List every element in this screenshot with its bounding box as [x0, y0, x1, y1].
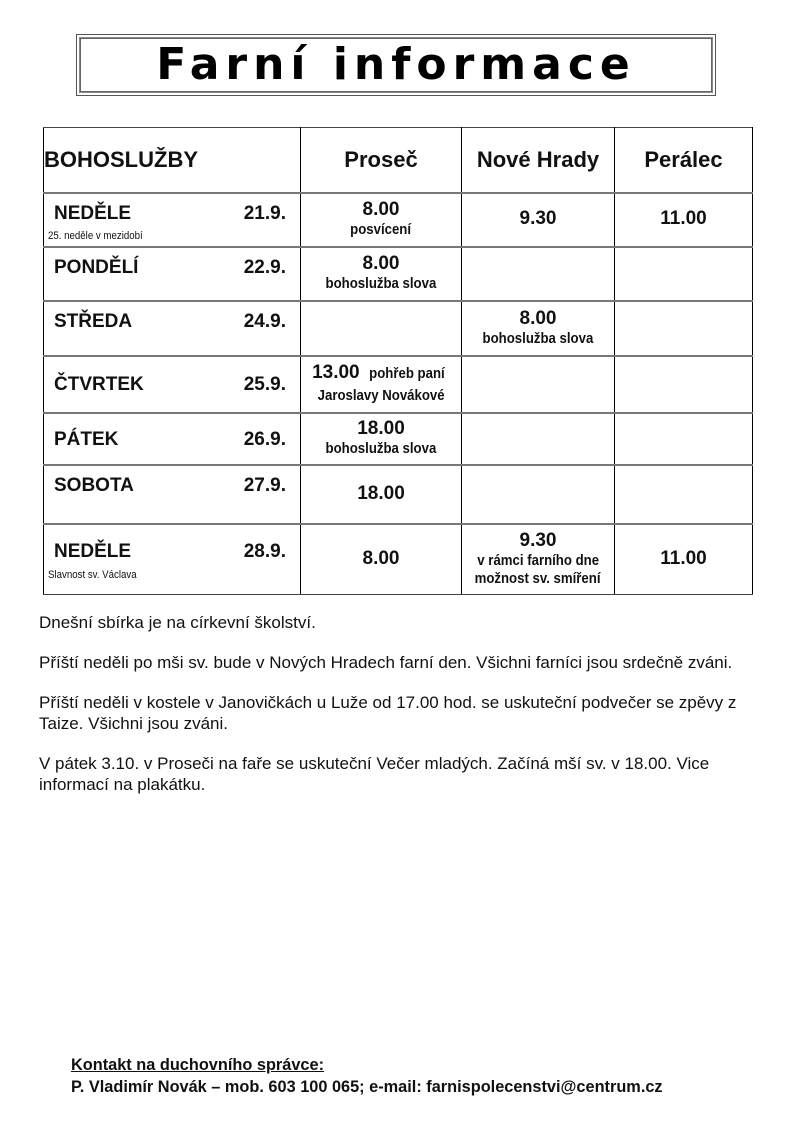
page-title: Farní informace: [156, 39, 636, 90]
service-time: 11.00: [660, 208, 707, 230]
day-cell: [44, 356, 301, 413]
service-time: 18.00: [357, 418, 405, 440]
day-date: 22.9.: [243, 256, 286, 278]
header-services: BOHOSLUŽBY: [44, 128, 301, 193]
service-time: 18.00: [357, 482, 405, 504]
service-note: posvícení: [350, 221, 412, 239]
service-note: v rámci farního dne: [477, 552, 599, 570]
day-cell: [44, 247, 301, 301]
service-time: 8.00: [519, 307, 557, 329]
service-nove-hrady-empty: [462, 465, 615, 524]
table-row: [44, 301, 753, 356]
day-name: SOBOTA: [54, 474, 134, 496]
contact-heading: Kontakt na duchovního správce:: [71, 1055, 325, 1074]
service-prosec: [301, 247, 462, 301]
day-name: NEDĚLE: [54, 540, 132, 562]
day-date: 21.9.: [243, 202, 286, 224]
day-date: 27.9.: [243, 474, 286, 496]
table-row: [44, 193, 753, 247]
service-prosec: [301, 413, 462, 465]
table-row: [44, 413, 753, 465]
service-time: 9.30: [519, 530, 557, 552]
service-prosec-empty: [301, 301, 462, 356]
service-nove-hrady-empty: [462, 356, 615, 413]
day-name: STŘEDA: [54, 310, 133, 332]
service-prosec: [301, 356, 462, 413]
contact-details: P. Vladimír Novák – mob. 603 100 065; e-mail: farnispolecenstvi@centrum.cz: [71, 1077, 663, 1096]
table-header-row: [44, 128, 753, 193]
service-prosec: [301, 193, 462, 247]
service-note-inline: pohřeb paní: [369, 365, 445, 383]
day-date: 26.9.: [243, 428, 286, 450]
day-date: 28.9.: [243, 540, 286, 562]
service-peralec: [615, 524, 753, 595]
service-note: bohoslužba slova: [482, 329, 594, 347]
notices-section: [39, 612, 759, 814]
day-name: ČTVRTEK: [54, 373, 144, 395]
header-location-peralec: Perálec: [615, 128, 753, 193]
service-time: 8.00: [362, 547, 400, 569]
day-name: PÁTEK: [54, 428, 119, 450]
service-prosec: [301, 465, 462, 524]
service-nove-hrady: [462, 301, 615, 356]
table-row: [44, 524, 753, 595]
notice-paragraph: Příští neděli po mši sv. bude v Nových Hradech farní den. Všichni farníci jsou srdečně zváni.: [39, 653, 733, 672]
service-peralec-empty: [615, 465, 753, 524]
title-frame: [76, 34, 716, 96]
table-row: [44, 465, 753, 524]
service-peralec-empty: [615, 413, 753, 465]
header-location-prosec: Proseč: [301, 128, 462, 193]
day-note: 25. neděle v mezidobí: [48, 229, 143, 242]
notice-paragraph: Příští neděli v kostele v Janovičkách u Luže od 17.00 hod. se uskuteční podvečer se zpěvy z Taize. Všichni jsou zváni.: [39, 693, 737, 733]
service-time: 8.00: [362, 199, 400, 221]
day-cell: [44, 465, 301, 524]
contact-section: [71, 1054, 687, 1098]
day-date: 25.9.: [243, 373, 286, 395]
day-name: NEDĚLE: [54, 202, 132, 224]
table-row: [44, 356, 753, 413]
service-note-2: možnost sv. smíření: [475, 569, 601, 587]
table-row: [44, 247, 753, 301]
day-name: PONDĚLÍ: [54, 256, 139, 278]
service-peralec-empty: [615, 247, 753, 301]
notice-paragraph: V pátek 3.10. v Proseči na faře se uskuteční Večer mladých. Začíná mší sv. v 18.00. Vice informací na plakátku.: [39, 754, 710, 794]
day-note: Slavnost sv. Václava: [48, 568, 137, 581]
service-prosec: [301, 524, 462, 595]
header-location-nove-hrady: Nové Hrady: [462, 128, 615, 193]
schedule-table: [43, 127, 753, 595]
service-nove-hrady: [462, 524, 615, 595]
day-cell: [44, 193, 301, 247]
service-peralec: [615, 193, 753, 247]
title-inner-frame: [80, 38, 712, 92]
notice-paragraph: Dnešní sbírka je na církevní školství.: [39, 613, 316, 632]
service-peralec-empty: [615, 356, 753, 413]
service-time: 9.30: [519, 208, 557, 230]
service-time: 11.00: [660, 547, 707, 569]
service-note: bohoslužba slova: [325, 440, 437, 458]
service-peralec-empty: [615, 301, 753, 356]
service-nove-hrady-empty: [462, 247, 615, 301]
service-time: 8.00: [362, 253, 400, 275]
day-date: 24.9.: [243, 310, 286, 332]
day-cell: [44, 524, 301, 595]
day-cell: [44, 413, 301, 465]
service-time: 13.00: [312, 362, 360, 384]
service-note: Jaroslavy Novákové: [317, 387, 445, 405]
day-cell: [44, 301, 301, 356]
service-nove-hrady: [462, 193, 615, 247]
service-nove-hrady-empty: [462, 413, 615, 465]
service-note: bohoslužba slova: [325, 275, 437, 293]
